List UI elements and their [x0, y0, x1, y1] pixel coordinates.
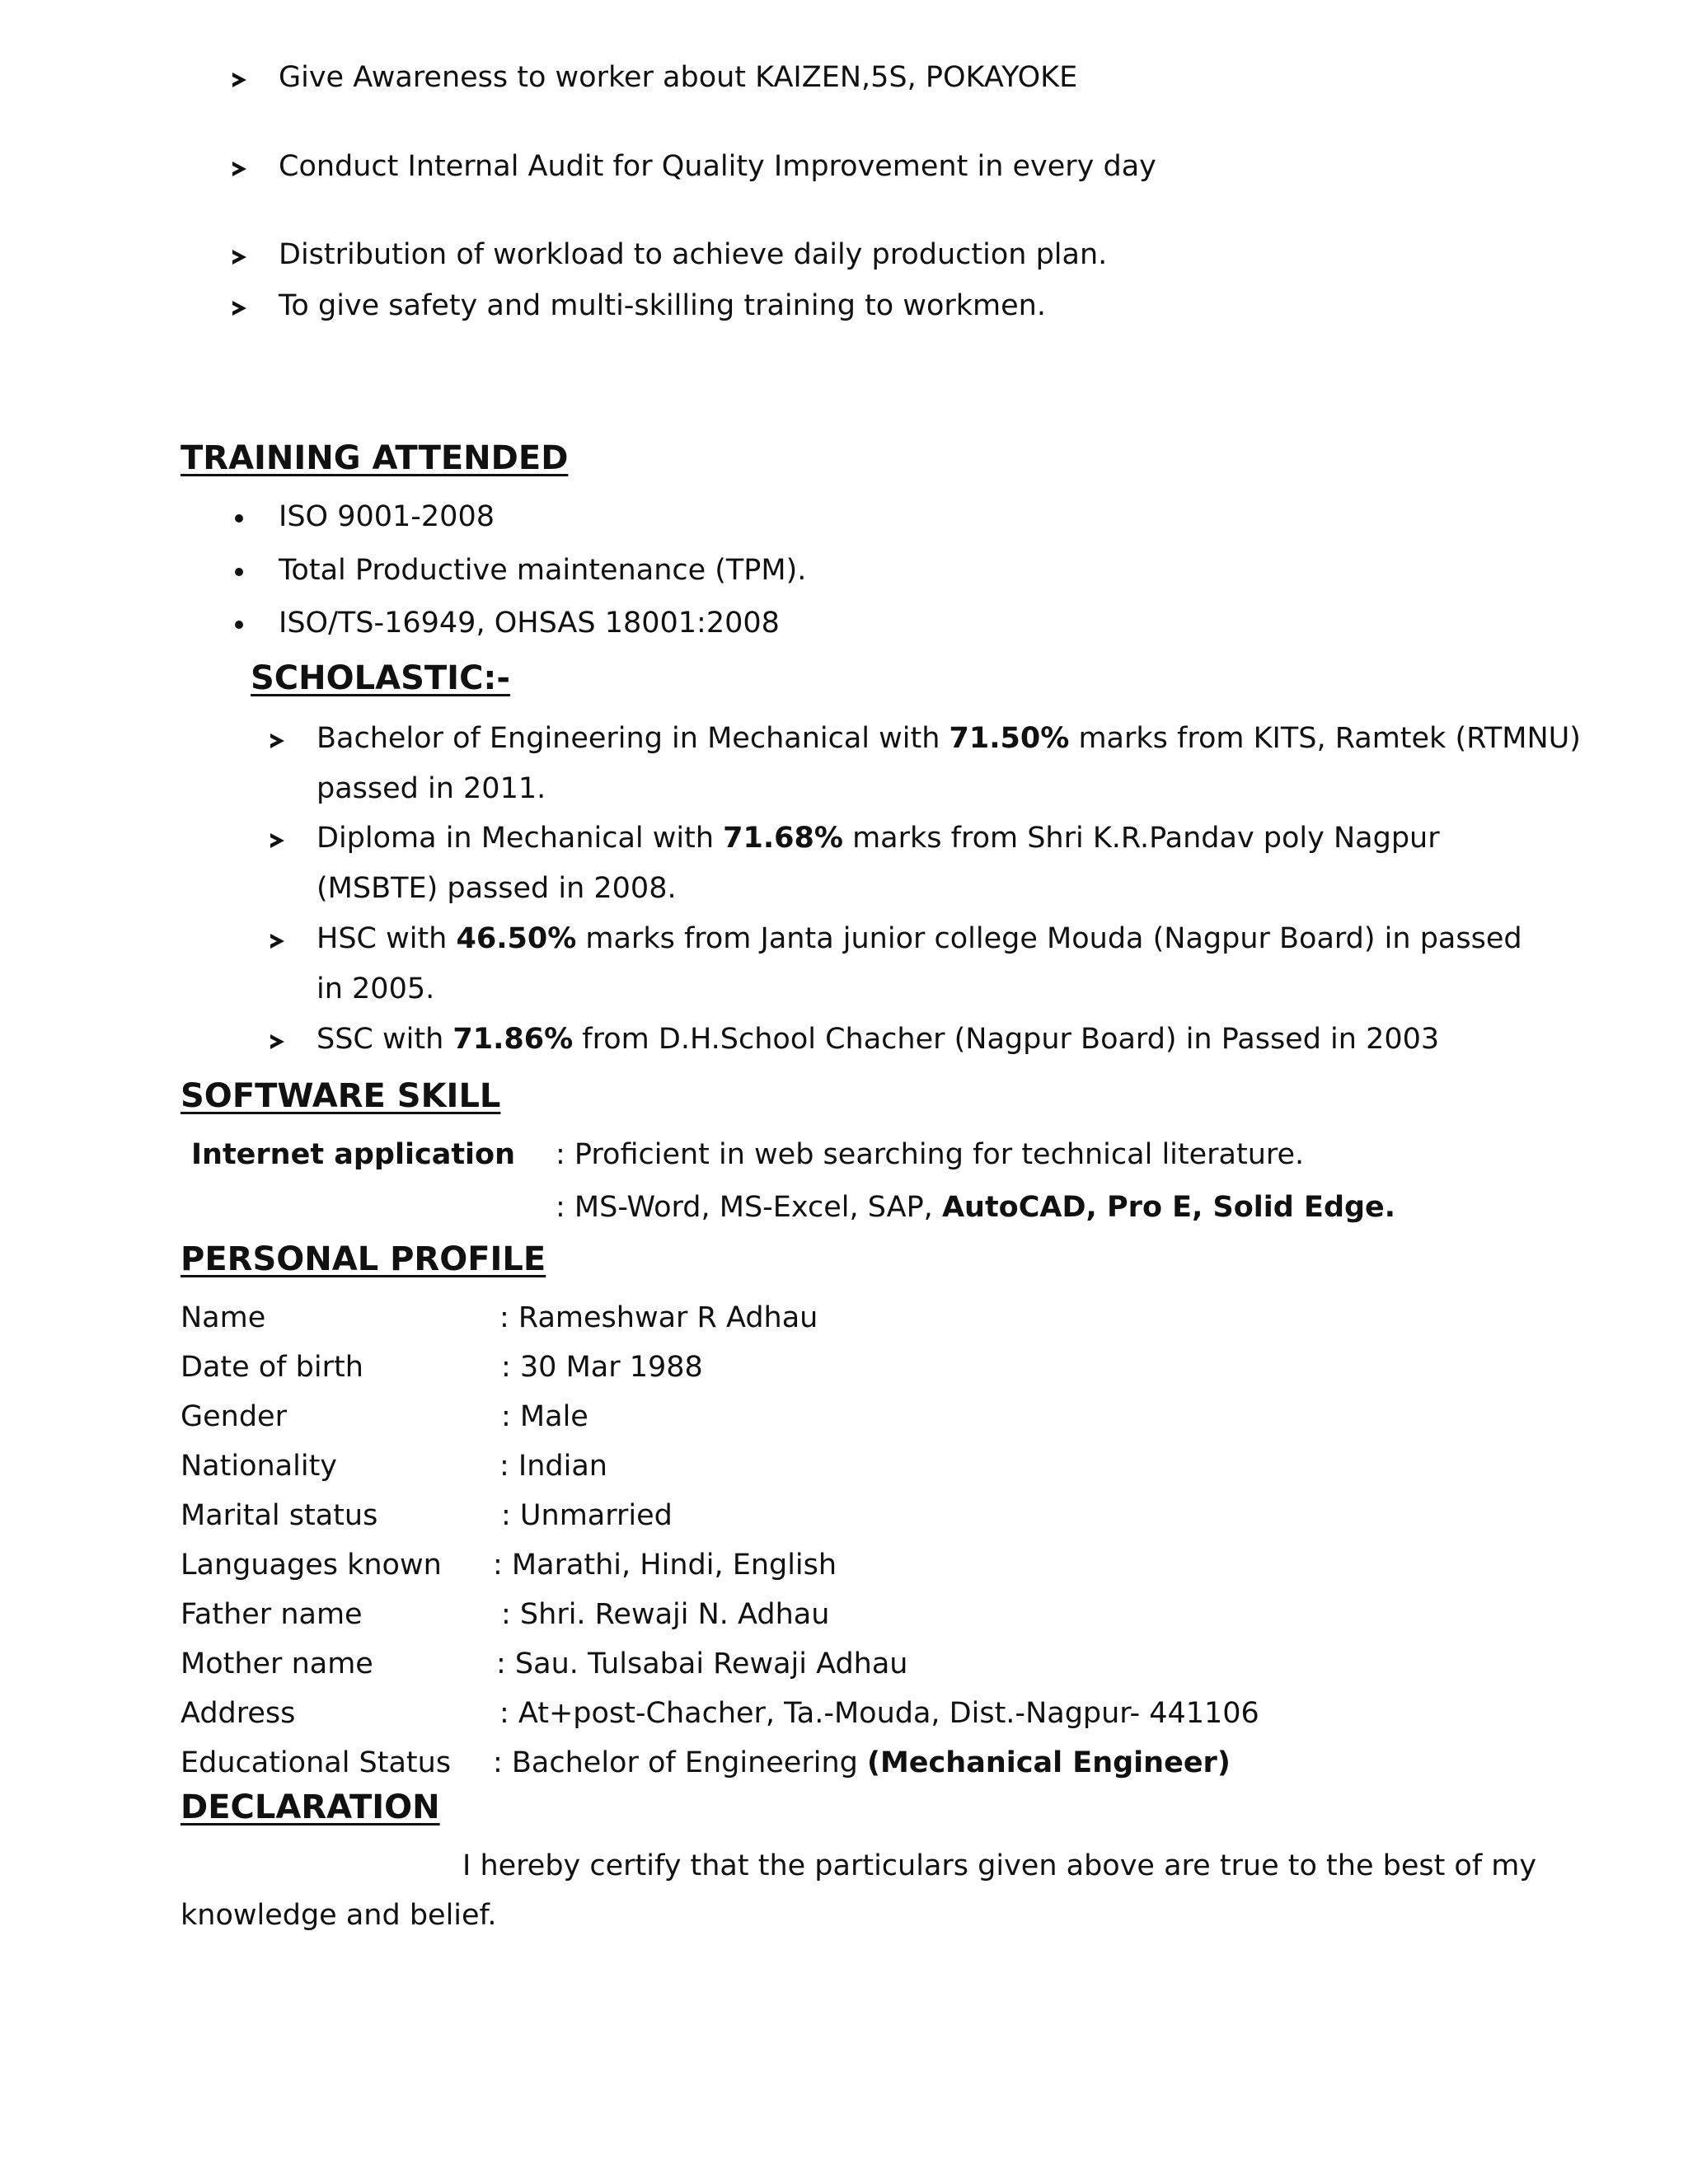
profile-value-text: : Bachelor of Engineering — [493, 1746, 867, 1779]
profile-value — [499, 1697, 1259, 1730]
bullet-icon — [235, 568, 243, 576]
scholastic-text: SSC with — [316, 1023, 453, 1056]
profile-label: Marital status — [181, 1499, 378, 1532]
scholastic-text: HSC with — [316, 922, 457, 955]
profile-value — [501, 1400, 588, 1433]
profile-value-text: : Marathi, Hindi, English — [493, 1549, 837, 1582]
profile-label: Address — [181, 1697, 296, 1730]
scholastic-continuation: passed in 2011. — [316, 772, 546, 805]
scholastic-score: 46.50% — [456, 922, 577, 955]
training-item: ISO 9001-2008 — [279, 500, 495, 533]
scholastic-score: 71.50% — [949, 722, 1070, 755]
arrow-bullet-icon — [270, 733, 284, 748]
arrow-bullet-icon — [232, 250, 246, 265]
profile-value — [499, 1450, 607, 1483]
scholastic-item — [316, 722, 1581, 755]
software-label: Internet application — [191, 1138, 516, 1171]
profile-label: Nationality — [181, 1450, 338, 1483]
profile-value — [501, 1351, 703, 1384]
duty-item: Conduct Internal Audit for Quality Improvement in every day — [279, 150, 1156, 183]
profile-label: Educational Status — [181, 1746, 452, 1779]
duty-item: Distribution of workload to achieve daily production plan. — [279, 238, 1108, 271]
arrow-bullet-icon — [270, 833, 284, 848]
arrow-bullet-icon — [270, 1034, 284, 1049]
profile-value-text: : Sau. Tulsabai Rewaji Adhau — [496, 1647, 908, 1680]
scholastic-text: Bachelor of Engineering in Mechanical with — [316, 722, 950, 755]
profile-value — [496, 1647, 907, 1680]
profile-heading: PERSONAL PROFILE — [181, 1240, 546, 1278]
software-tools: : MS-Word, MS-Excel, SAP, — [556, 1191, 942, 1224]
software-tools-bold: AutoCAD, Pro E, Solid Edge. — [941, 1191, 1396, 1224]
profile-value — [493, 1746, 1231, 1779]
bullet-icon — [235, 621, 243, 629]
profile-value-text: : Unmarried — [501, 1499, 673, 1532]
profile-label: Date of birth — [181, 1351, 363, 1384]
duty-item: Give Awareness to worker about KAIZEN,5S, POKAYOKE — [279, 61, 1078, 94]
scholastic-heading: SCHOLASTIC:- — [251, 659, 511, 697]
declaration-heading: DECLARATION — [181, 1788, 440, 1826]
training-item: ISO/TS-16949, OHSAS 18001:2008 — [279, 607, 780, 640]
arrow-bullet-icon — [232, 73, 246, 87]
scholastic-score: 71.68% — [723, 822, 843, 855]
profile-value — [501, 1499, 673, 1532]
software-heading: SOFTWARE SKILL — [181, 1077, 501, 1115]
arrow-bullet-icon — [232, 162, 246, 176]
software-value: : Proficient in web searching for technical literature. — [556, 1138, 1305, 1171]
scholastic-continuation: in 2005. — [316, 972, 435, 1005]
scholastic-continuation: (MSBTE) passed in 2008. — [316, 872, 677, 905]
profile-label: Name — [181, 1301, 266, 1334]
profile-value-bold: (Mechanical Engineer) — [866, 1746, 1231, 1779]
declaration-text: I hereby certify that the particulars given above are true to the best of my — [462, 1849, 1537, 1882]
profile-label: Mother name — [181, 1647, 373, 1680]
arrow-bullet-icon — [270, 934, 284, 949]
scholastic-text: Diploma in Mechanical with — [316, 822, 724, 855]
profile-value-text: : Rameshwar R Adhau — [499, 1301, 818, 1334]
profile-value — [493, 1549, 837, 1582]
training-item: Total Productive maintenance (TPM). — [279, 554, 807, 587]
profile-value-text: : Male — [501, 1400, 588, 1433]
training-heading: TRAINING ATTENDED — [181, 439, 569, 477]
profile-value-text: : Indian — [499, 1450, 607, 1483]
scholastic-text: marks from KITS, Ramtek (RTMNU) — [1069, 722, 1581, 755]
declaration-text: knowledge and belief. — [181, 1899, 497, 1932]
scholastic-item — [316, 822, 1440, 855]
software-value — [556, 1191, 1395, 1224]
profile-value-text: : 30 Mar 1988 — [501, 1351, 703, 1384]
profile-value — [501, 1598, 829, 1631]
profile-label: Father name — [181, 1598, 363, 1631]
profile-label: Languages known — [181, 1549, 442, 1582]
bullet-icon — [235, 514, 243, 523]
duty-item: To give safety and multi-skilling training to workmen. — [279, 289, 1046, 322]
scholastic-item — [316, 922, 1522, 955]
arrow-bullet-icon — [232, 301, 246, 316]
scholastic-item — [316, 1023, 1439, 1056]
scholastic-score: 71.86% — [452, 1023, 574, 1056]
profile-value — [499, 1301, 818, 1334]
scholastic-text: marks from Janta junior college Mouda (Nagpur Board) in passed — [576, 922, 1522, 955]
scholastic-text: marks from Shri K.R.Pandav poly Nagpur — [842, 822, 1440, 855]
profile-value-text: : At+post-Chacher, Ta.-Mouda, Dist.-Nagpur- 441106 — [499, 1697, 1259, 1730]
profile-value-text: : Shri. Rewaji N. Adhau — [501, 1598, 830, 1631]
scholastic-text: from D.H.School Chacher (Nagpur Board) in Passed in 2003 — [573, 1023, 1440, 1056]
profile-label: Gender — [181, 1400, 287, 1433]
